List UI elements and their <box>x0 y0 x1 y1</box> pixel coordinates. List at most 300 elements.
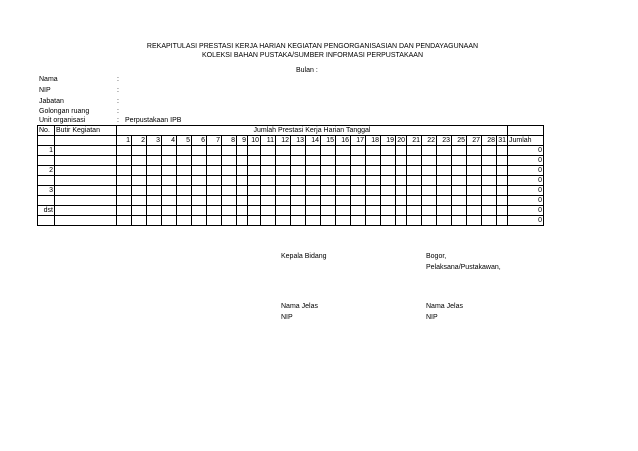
day-cell <box>192 216 207 226</box>
day-header-cell: 19 <box>381 136 396 146</box>
field-nip-label: NIP <box>39 87 51 94</box>
day-cell <box>437 176 452 186</box>
day-cell <box>336 186 351 196</box>
day-cell <box>437 146 452 156</box>
day-cell <box>381 176 396 186</box>
day-cell <box>321 196 336 206</box>
activity-table <box>37 125 544 226</box>
day-cell <box>396 196 407 206</box>
table-row <box>38 156 544 166</box>
day-cell <box>482 186 497 196</box>
field-name-label: Nama <box>39 76 58 83</box>
field-jabatan-colon: : <box>117 98 119 105</box>
day-cell <box>207 176 222 186</box>
row-activity <box>55 146 117 156</box>
day-cell <box>336 146 351 156</box>
day-cell <box>291 186 306 196</box>
day-cell <box>207 206 222 216</box>
row-total: 0 <box>508 206 544 216</box>
day-cell <box>396 206 407 216</box>
day-cell <box>422 176 437 186</box>
day-cell <box>366 186 381 196</box>
day-cell <box>422 216 437 226</box>
row-activity <box>55 156 117 166</box>
day-cell <box>207 186 222 196</box>
day-cell <box>248 166 261 176</box>
day-cell <box>177 196 192 206</box>
signature-right-name: Nama Jelas <box>426 303 463 310</box>
day-cell <box>422 166 437 176</box>
row-activity <box>55 206 117 216</box>
day-cell <box>422 146 437 156</box>
day-cell <box>147 146 162 156</box>
day-cell <box>351 176 366 186</box>
day-cell <box>222 146 237 156</box>
day-cell <box>366 216 381 226</box>
day-header-cell: 3 <box>147 136 162 146</box>
day-cell <box>306 216 321 226</box>
day-cell <box>422 206 437 216</box>
day-cell <box>497 186 508 196</box>
day-cell <box>306 206 321 216</box>
day-header-cell: 22 <box>422 136 437 146</box>
day-cell <box>117 146 132 156</box>
day-cell <box>117 156 132 166</box>
day-cell <box>437 166 452 176</box>
day-cell <box>177 216 192 226</box>
row-total: 0 <box>508 186 544 196</box>
day-cell <box>497 156 508 166</box>
day-cell <box>381 156 396 166</box>
day-cell <box>261 206 276 216</box>
day-cell <box>467 166 482 176</box>
day-cell <box>261 156 276 166</box>
day-cell <box>291 176 306 186</box>
day-cell <box>452 176 467 186</box>
day-cell <box>291 166 306 176</box>
day-cell <box>336 196 351 206</box>
day-cell <box>482 206 497 216</box>
day-cell <box>162 166 177 176</box>
day-cell <box>177 186 192 196</box>
day-cell <box>497 146 508 156</box>
day-cell <box>248 196 261 206</box>
day-cell <box>482 166 497 176</box>
day-cell <box>366 176 381 186</box>
day-cell <box>452 146 467 156</box>
field-golongan-label: Golongan ruang <box>39 108 90 115</box>
day-cell <box>162 206 177 216</box>
row-activity <box>55 166 117 176</box>
table-row <box>38 166 544 176</box>
day-cell <box>396 156 407 166</box>
day-cell <box>497 166 508 176</box>
day-cell <box>407 146 422 156</box>
day-cell <box>407 196 422 206</box>
day-cell <box>366 196 381 206</box>
row-activity <box>55 186 117 196</box>
day-cell <box>437 186 452 196</box>
day-cell <box>177 166 192 176</box>
day-cell <box>248 176 261 186</box>
day-cell <box>336 216 351 226</box>
header-no-blank <box>38 136 55 146</box>
signature-left-title: Kepala Bidang <box>281 253 327 260</box>
day-cell <box>261 166 276 176</box>
day-cell <box>222 156 237 166</box>
day-cell <box>147 216 162 226</box>
day-cell <box>192 176 207 186</box>
header-activity: Butir Kegiatan <box>55 126 117 136</box>
day-cell <box>467 156 482 166</box>
day-cell <box>351 146 366 156</box>
day-cell <box>237 186 248 196</box>
day-cell <box>422 156 437 166</box>
day-cell <box>276 176 291 186</box>
row-activity <box>55 176 117 186</box>
header-no: No. <box>38 126 55 136</box>
day-cell <box>381 196 396 206</box>
day-cell <box>177 176 192 186</box>
day-cell <box>291 156 306 166</box>
day-cell <box>497 206 508 216</box>
day-cell <box>222 186 237 196</box>
day-cell <box>207 196 222 206</box>
day-cell <box>276 216 291 226</box>
field-nip-colon: : <box>117 87 119 94</box>
day-cell <box>366 166 381 176</box>
day-cell <box>276 186 291 196</box>
day-cell <box>147 206 162 216</box>
day-cell <box>482 216 497 226</box>
day-cell <box>207 216 222 226</box>
day-cell <box>291 206 306 216</box>
day-cell <box>132 186 147 196</box>
day-cell <box>396 166 407 176</box>
day-header-cell: 31 <box>498 137 506 144</box>
day-cell <box>497 196 508 206</box>
day-header-cell: 1 <box>117 136 132 146</box>
row-total: 0 <box>508 196 544 206</box>
row-activity <box>55 196 117 206</box>
row-number: 2 <box>38 166 55 176</box>
table-row <box>38 186 544 196</box>
day-cell <box>261 196 276 206</box>
day-cell <box>336 166 351 176</box>
day-cell <box>467 176 482 186</box>
day-cell <box>407 156 422 166</box>
day-cell <box>192 146 207 156</box>
day-cell <box>291 146 306 156</box>
day-cell <box>248 146 261 156</box>
day-cell <box>222 176 237 186</box>
day-cell <box>261 186 276 196</box>
day-header-cell: 8 <box>222 136 237 146</box>
day-cell <box>237 146 248 156</box>
day-cell <box>162 216 177 226</box>
day-cell <box>132 206 147 216</box>
day-cell <box>467 186 482 196</box>
row-number: dst <box>38 206 55 216</box>
day-cell <box>248 206 261 216</box>
day-cell <box>276 156 291 166</box>
day-cell <box>396 186 407 196</box>
day-cell <box>381 146 396 156</box>
day-cell <box>336 156 351 166</box>
day-cell <box>482 156 497 166</box>
day-cell <box>306 166 321 176</box>
day-cell <box>222 196 237 206</box>
day-cell <box>207 146 222 156</box>
day-cell <box>117 206 132 216</box>
day-cell <box>437 206 452 216</box>
report-title-line2: KOLEKSI BAHAN PUSTAKA/SUMBER INFORMASI PERPUSTAKAAN <box>201 52 424 59</box>
signature-right-title: Pelaksana/Pustakawan, <box>426 264 501 271</box>
day-header-cell: 16 <box>336 136 351 146</box>
day-cell <box>207 166 222 176</box>
day-cell <box>336 206 351 216</box>
day-cell <box>261 216 276 226</box>
day-cell <box>407 186 422 196</box>
day-cell <box>117 196 132 206</box>
day-cell <box>482 146 497 156</box>
day-cell <box>222 216 237 226</box>
day-cell <box>162 156 177 166</box>
day-cell <box>321 146 336 156</box>
table-row <box>38 146 544 156</box>
day-cell <box>351 166 366 176</box>
day-cell <box>407 206 422 216</box>
day-cell <box>261 146 276 156</box>
table-row <box>38 176 544 186</box>
day-header-cell: 2 <box>132 136 147 146</box>
day-header-cell: 4 <box>162 136 177 146</box>
day-cell <box>117 166 132 176</box>
day-header-cell: 13 <box>291 136 306 146</box>
day-cell <box>321 176 336 186</box>
day-header-cell: 18 <box>366 136 381 146</box>
signature-left-nip: NIP <box>281 314 293 321</box>
day-cell <box>467 146 482 156</box>
day-cell <box>351 196 366 206</box>
day-cell <box>467 206 482 216</box>
signature-right-place: Bogor, <box>426 253 447 260</box>
day-header-cell: 20 <box>397 137 405 144</box>
day-cell <box>132 146 147 156</box>
header-day-group: Jumlah Prestasi Kerja Harian Tanggal <box>117 126 508 136</box>
day-cell <box>117 186 132 196</box>
day-cell <box>132 166 147 176</box>
day-cell <box>207 156 222 166</box>
day-cell <box>192 186 207 196</box>
day-cell <box>237 196 248 206</box>
day-cell <box>321 186 336 196</box>
row-number <box>38 196 55 206</box>
day-cell <box>452 196 467 206</box>
day-cell <box>237 166 248 176</box>
day-cell <box>132 196 147 206</box>
day-cell <box>147 156 162 166</box>
table-day-row <box>38 136 544 146</box>
day-header-cell: 23 <box>437 136 452 146</box>
day-cell <box>261 176 276 186</box>
day-cell <box>177 146 192 156</box>
day-cell <box>351 216 366 226</box>
day-cell <box>132 216 147 226</box>
day-cell <box>381 216 396 226</box>
field-unit-colon: : <box>117 117 119 124</box>
day-cell <box>482 196 497 206</box>
day-cell <box>366 156 381 166</box>
day-cell <box>306 156 321 166</box>
day-cell <box>437 196 452 206</box>
row-number <box>38 216 55 226</box>
day-cell <box>276 206 291 216</box>
day-cell <box>452 186 467 196</box>
day-cell <box>482 176 497 186</box>
day-cell <box>396 146 407 156</box>
day-cell <box>396 216 407 226</box>
day-cell <box>366 206 381 216</box>
day-header-cell: 21 <box>407 136 422 146</box>
day-cell <box>237 176 248 186</box>
day-cell <box>351 156 366 166</box>
day-cell <box>248 156 261 166</box>
day-cell <box>192 206 207 216</box>
day-cell <box>336 176 351 186</box>
day-cell <box>177 156 192 166</box>
day-header-cell: 6 <box>192 136 207 146</box>
day-cell <box>407 216 422 226</box>
row-total: 0 <box>508 176 544 186</box>
day-cell <box>147 186 162 196</box>
day-header-cell: 15 <box>321 136 336 146</box>
day-cell <box>237 216 248 226</box>
day-cell <box>237 206 248 216</box>
day-header-cell: 10 <box>248 136 261 146</box>
day-cell <box>497 216 508 226</box>
day-cell <box>132 176 147 186</box>
day-cell <box>132 156 147 166</box>
day-cell <box>306 186 321 196</box>
day-cell <box>452 166 467 176</box>
row-activity <box>55 216 117 226</box>
table-row <box>38 206 544 216</box>
day-cell <box>192 166 207 176</box>
day-cell <box>321 166 336 176</box>
day-cell <box>237 156 248 166</box>
field-golongan-colon: : <box>117 108 119 115</box>
day-cell <box>407 166 422 176</box>
row-total: 0 <box>508 156 544 166</box>
signature-left-name: Nama Jelas <box>281 303 318 310</box>
day-cell <box>351 186 366 196</box>
row-total: 0 <box>508 216 544 226</box>
field-name-colon: : <box>117 76 119 83</box>
day-cell <box>306 146 321 156</box>
signature-right-nip: NIP <box>426 314 438 321</box>
day-header-cell: 27 <box>467 136 482 146</box>
day-cell <box>422 196 437 206</box>
day-cell <box>366 146 381 156</box>
row-number <box>38 156 55 166</box>
day-cell <box>147 176 162 186</box>
day-cell <box>321 206 336 216</box>
day-cell <box>497 176 508 186</box>
row-number: 1 <box>38 146 55 156</box>
day-cell <box>162 176 177 186</box>
day-cell <box>162 186 177 196</box>
row-total: 0 <box>508 146 544 156</box>
day-header-cell: 5 <box>177 136 192 146</box>
day-header-cell: 7 <box>207 136 222 146</box>
day-cell <box>321 156 336 166</box>
day-cell <box>467 216 482 226</box>
day-cell <box>222 166 237 176</box>
day-cell <box>291 196 306 206</box>
field-unit-label: Unit organisasi <box>39 117 86 124</box>
day-cell <box>452 156 467 166</box>
table-row <box>38 196 544 206</box>
day-cell <box>147 196 162 206</box>
day-cell <box>321 216 336 226</box>
table-row <box>38 216 544 226</box>
day-cell <box>422 186 437 196</box>
report-title-line1: REKAPITULASI PRESTASI KERJA HARIAN KEGIATAN PENGORGANISASIAN DAN PENDAYAGUNAAN <box>146 43 479 50</box>
day-cell <box>248 216 261 226</box>
table-header-row <box>38 126 544 136</box>
header-activity-blank <box>55 136 117 146</box>
day-header-cell: 17 <box>351 136 366 146</box>
day-cell <box>351 206 366 216</box>
day-cell <box>452 206 467 216</box>
day-header-cell: 25 <box>452 136 467 146</box>
day-cell <box>467 196 482 206</box>
day-cell <box>222 206 237 216</box>
day-cell <box>162 196 177 206</box>
day-header-cell: 11 <box>261 136 276 146</box>
day-cell <box>276 146 291 156</box>
row-number <box>38 176 55 186</box>
day-cell <box>306 176 321 186</box>
field-unit-value: Perpustakaan IPB <box>125 117 182 124</box>
day-cell <box>192 196 207 206</box>
day-cell <box>192 156 207 166</box>
header-total: Jumlah <box>508 136 544 146</box>
day-cell <box>437 216 452 226</box>
day-cell <box>147 166 162 176</box>
header-total-blank <box>508 126 544 136</box>
day-cell <box>276 196 291 206</box>
day-cell <box>306 196 321 206</box>
row-number: 3 <box>38 186 55 196</box>
day-cell <box>276 166 291 176</box>
day-cell <box>177 206 192 216</box>
day-cell <box>381 206 396 216</box>
day-cell <box>407 176 422 186</box>
day-cell <box>396 176 407 186</box>
day-header-cell: 9 <box>237 136 248 146</box>
day-cell <box>117 176 132 186</box>
row-total: 0 <box>508 166 544 176</box>
day-cell <box>248 186 261 196</box>
day-cell <box>381 166 396 176</box>
day-cell <box>162 146 177 156</box>
day-cell <box>291 216 306 226</box>
day-header-cell: 12 <box>276 136 291 146</box>
day-cell <box>381 186 396 196</box>
day-header-cell: 28 <box>482 136 497 146</box>
